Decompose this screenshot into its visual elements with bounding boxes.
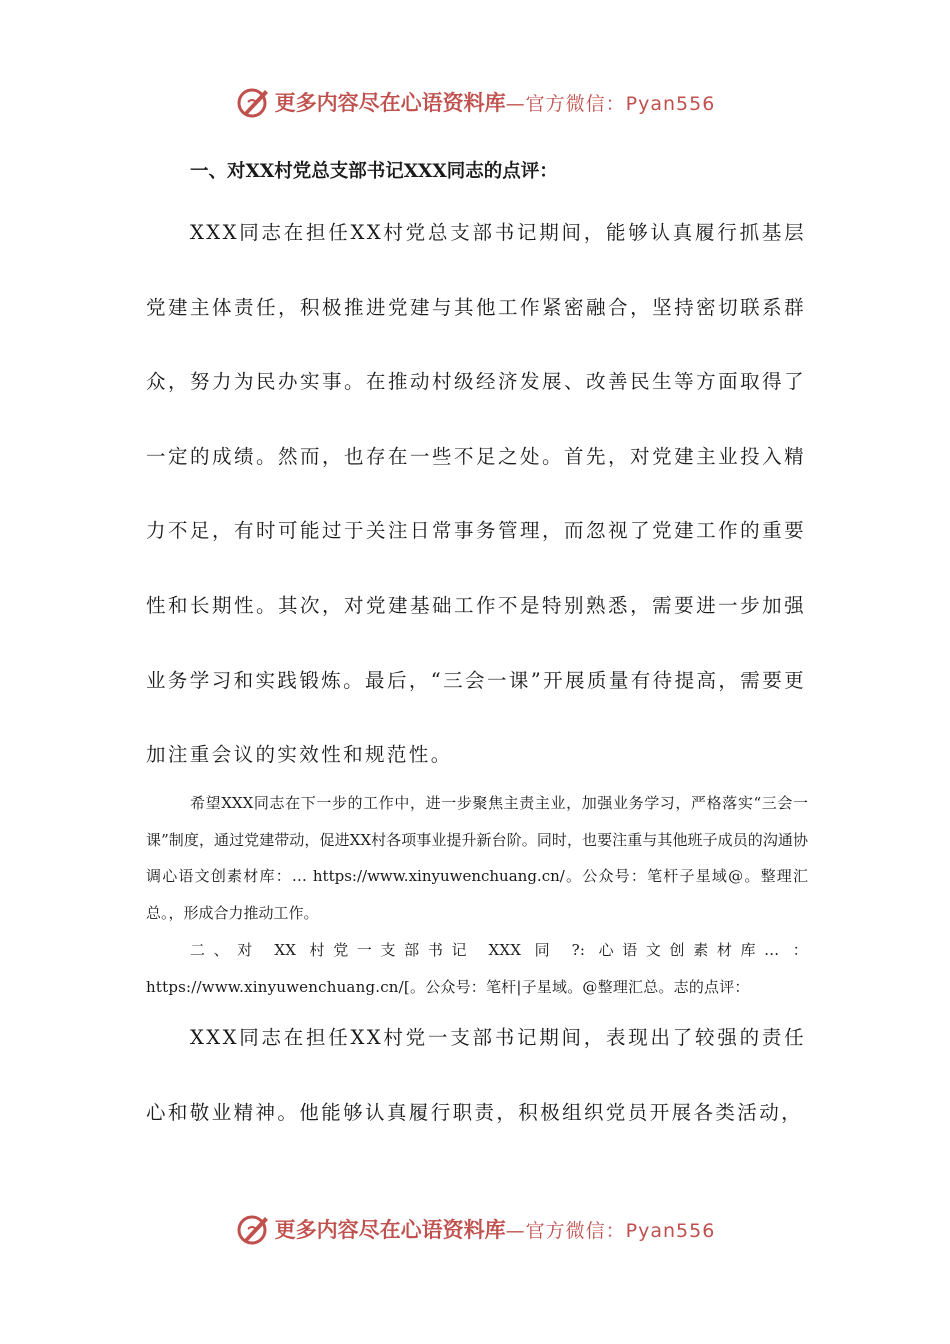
section-heading: 一、对XX村党总支部书记XXX同志的点评：	[190, 161, 558, 182]
pen-logo-icon	[235, 84, 271, 120]
banner-sub-text: —官方微信：Pyan556	[505, 1219, 716, 1242]
paragraph-3: 二、对 XX 村党一支部书记 XXX 同 ?: 心语文创素材库… ：https://www.xinyuwenchuang.cn/[。公众号：笔杆|子星域。@整理汇总。志的点评：	[146, 941, 808, 996]
banner-main-text: 更多内容尽在心语资料库	[274, 1217, 506, 1242]
banner-sub-text: —官方微信：Pyan556	[505, 92, 716, 115]
footer-watermark-banner	[0, 1209, 950, 1249]
paragraph-2: 希望XXX同志在下一步的工作中，进一步聚焦主责主业，加强业务学习，严格落实“三会一课”制度，通过党建带动，促进XX村各项事业提升新台阶。同时，也要注重与其他班子成员的沟通协调心语文创素材库：… https://www.xinyuwenchuang.cn/。公众号：笔杆子星域@。整理汇总。，形成合力推动工作。	[146, 794, 808, 922]
paragraph-4: XXX同志在担任XX村党一支部书记期间，表现出了较强的责任心和敬业精神。他能够认真履行职责，积极组织党员开展各类活动，	[146, 1026, 806, 1124]
paragraph-1: XXX同志在担任XX村党总支部书记期间，能够认真履行抓基层党建主体责任，积极推进党建与其他工作紧密融合，坚持密切联系群众，努力为民办实事。在推动村级经济发展、改善民生等方面取得了一定的成绩。然而，也存在一些不足之处。首先，对党建主业投入精力不足，有时可能过于关注日常事务管理，而忽视了党建工作的重要性和长期性。其次，对党建基础工作不是特别熟悉，需要进一步加强业务学习和实践锻炼。最后，“三会一课”开展质量有待提高，需要更加注重会议的实效性和规范性。	[146, 221, 806, 767]
pen-logo-icon	[235, 1211, 271, 1247]
header-watermark-banner	[0, 82, 950, 122]
banner-main-text: 更多内容尽在心语资料库	[274, 90, 506, 115]
